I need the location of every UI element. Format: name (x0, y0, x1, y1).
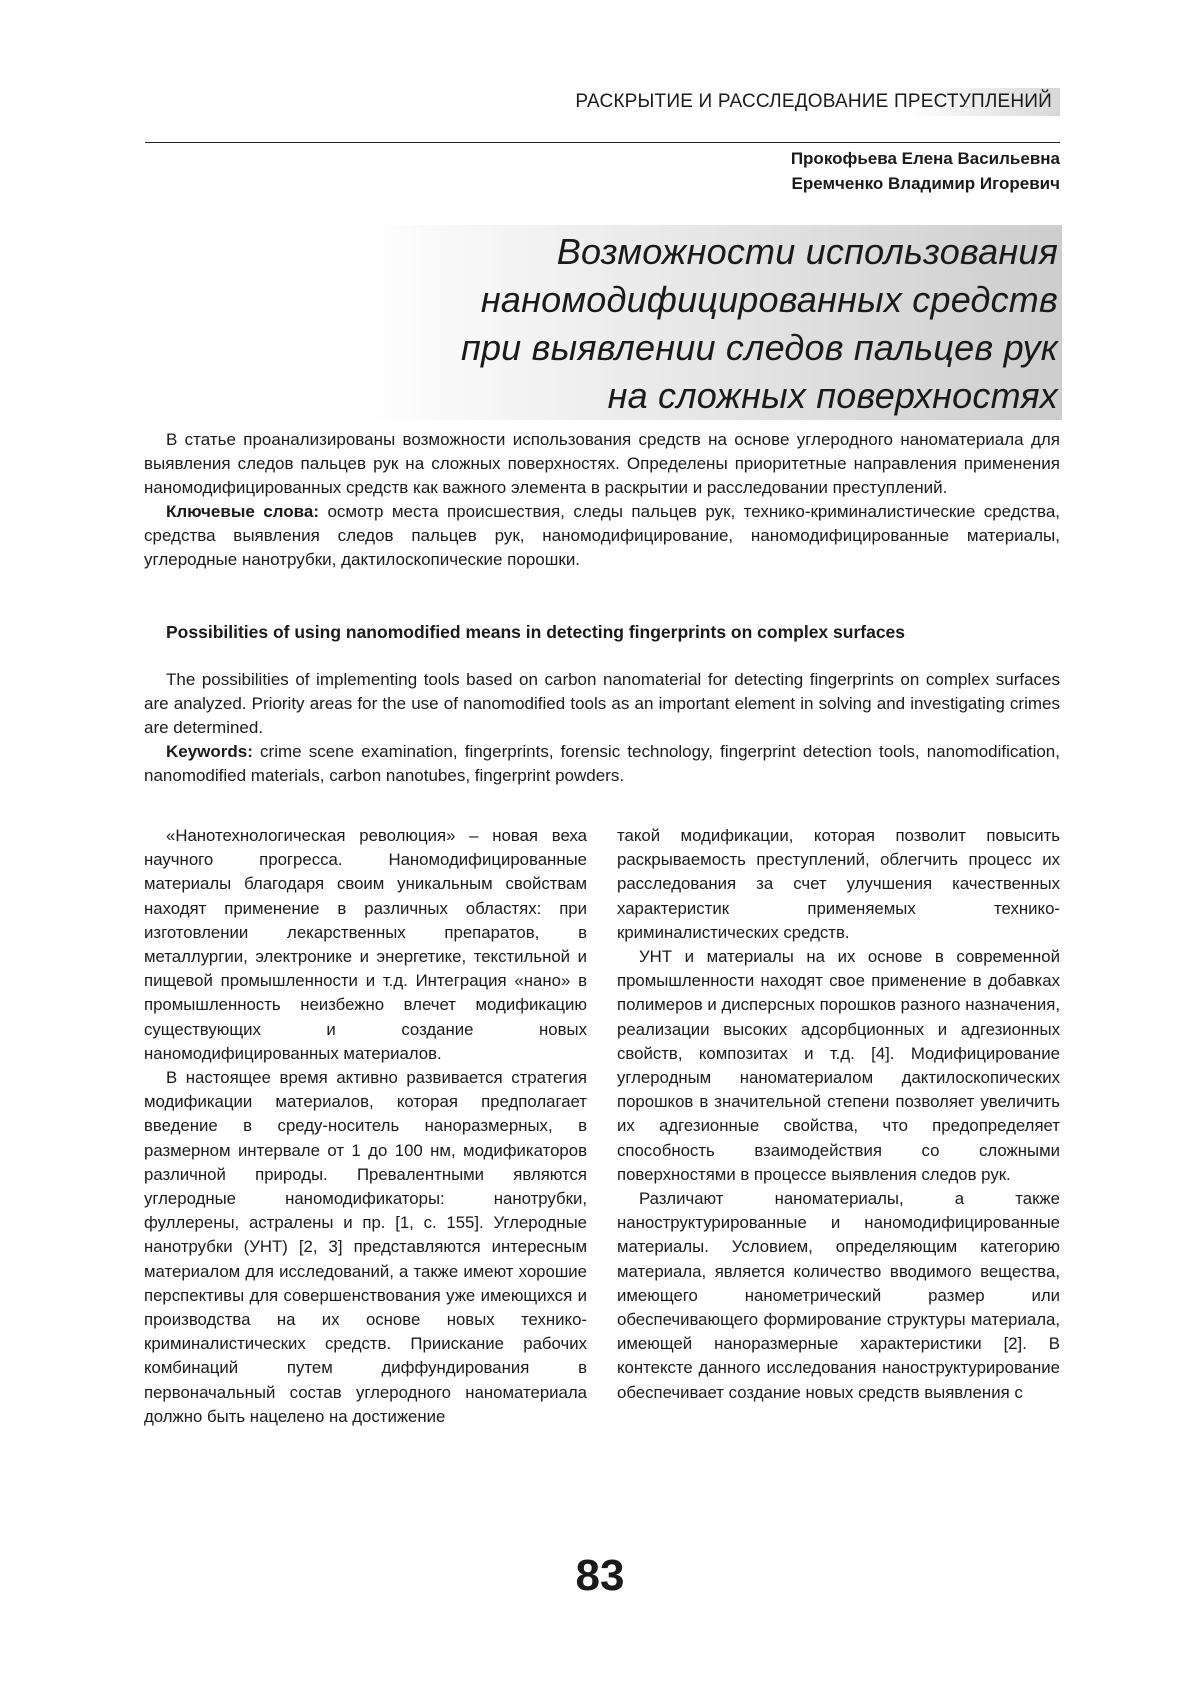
header-rule (145, 142, 1060, 143)
author-name: Прокофьева Елена Васильевна (790, 149, 1060, 168)
section-header (548, 88, 1060, 116)
abstract-ru (144, 428, 1060, 572)
keywords-text-en: crime scene examination, fingerprints, forensic technology, fingerprint detection tools, nanomodification, nanomodified materials, carbon nanotubes, fingerprint powders. (144, 742, 1060, 785)
body-paragraph: УНТ и материалы на их основе в современной промышленности находят свое применение в добавках полимеров и дисперсных порошков разного назначения, реализации высоких адсорбционных и адгезионных свойств, композитах и т.д. [4]. Модифицирование углеродным наноматериалом дактилоскопических порошков в значительной степени позволяет увеличить их адгезионные свойства, что предопределяет способность взаимодействия со сложными поверхностями в процессе выявления следов рук. (617, 947, 1060, 1184)
keywords-ru (144, 500, 1060, 572)
keywords-text: осмотр места происшествия, следы пальцев рук, технико-криминалистические средства, средства выявления следов пальцев рук, наномодифицирование, наномодифицированные материалы, углеродные нанотрубки, дактилоскопические порошки. (144, 502, 1060, 569)
title-line: при выявлении следов пальцев рук (460, 327, 1058, 368)
title-line: наномодифицированных средств (480, 279, 1058, 320)
body-paragraph: «Нанотехнологическая революция» – новая веха научного прогресса. Наномодифицированные материалы благодаря своим уникальным свойствам находят применение в различных областях: при изготовлении лекарственных препаратов, в металлургии, электронике и энергетике, текстильной и пищевой промышленности и т.д. Интеграция «нано» в промышленность неизбежно влечет модификацию существующих и создание новых наномодифицированных материалов. (144, 826, 587, 1063)
english-title: Possibilities of using nanomodified means in detecting fingerprints on complex surfaces (166, 622, 906, 642)
keywords-label-en: Keywords: (166, 742, 253, 761)
page-number: 83 (575, 1551, 625, 1600)
body-column-left (144, 824, 587, 1429)
article-title (461, 228, 1058, 420)
author-name: Еремченко Владимир Игоревич (791, 174, 1060, 193)
keywords-label: Ключевые слова: (166, 502, 319, 521)
section-title: РАСКРЫТИЕ И РАССЛЕДОВАНИЕ ПРЕСТУПЛЕНИЙ (575, 91, 1052, 112)
abstract-en (144, 668, 1060, 788)
body-paragraph: Различают наноматериалы, а также наноструктурированные и наномодифицированные материалы. Условием, определяющим категорию материала, является количество вводимого вещества, имеющего нанометрический размер или обеспечивающего формирование структуры материала, имеющей наноразмерные характеристики [2]. В контексте данного исследования наноструктурирование обеспечивает создание новых средств выявления с (617, 1189, 1060, 1402)
authors (791, 146, 1060, 196)
title-line: Возможности использования (556, 231, 1058, 272)
body-paragraph: В настоящее время активно развивается стратегия модификации материалов, которая предполагает введение в среду-носитель наноразмерных, в размерном интервале от 1 до 100 нм, модификаторов различной природы. Превалентными являются углеродные наномодификаторы: нанотрубки, фуллерены, астралены и пр. [1, с. 155]. Углеродные нанотрубки (УНТ) [2, 3] представляются интересным материалом для исследований, а также имеют хорошие перспективы для совершенствования уже имеющихся и производства на их основе новых технико-криминалистических средств. Приискание рабочих комбинаций путем диффундирования в первоначальный состав углеродного наноматериала должно быть нацелено на достижение (144, 1068, 587, 1426)
body-paragraph: такой модификации, которая позволит повысить раскрываемость преступлений, облегчить процесс их расследования за счет улучшения качественных характеристик применяемых технико-криминалистических средств. (617, 826, 1060, 942)
body-column-right (617, 824, 1060, 1405)
keywords-en (144, 740, 1060, 788)
title-line: на сложных поверхностях (607, 375, 1058, 416)
abstract-text-en: The possibilities of implementing tools based on carbon nanomaterial for detecting fingerprints on complex surfaces are analyzed. Priority areas for the use of nanomodified tools as an important element in solving and investigating crimes are determined. (144, 670, 1060, 737)
abstract-text: В статье проанализированы возможности использования средств на основе углеродного наноматериала для выявления следов пальцев рук на сложных поверхностях. Определены приоритетные направления применения наномодифицированных средств как важного элемента в раскрытии и расследовании преступлений. (144, 430, 1060, 497)
